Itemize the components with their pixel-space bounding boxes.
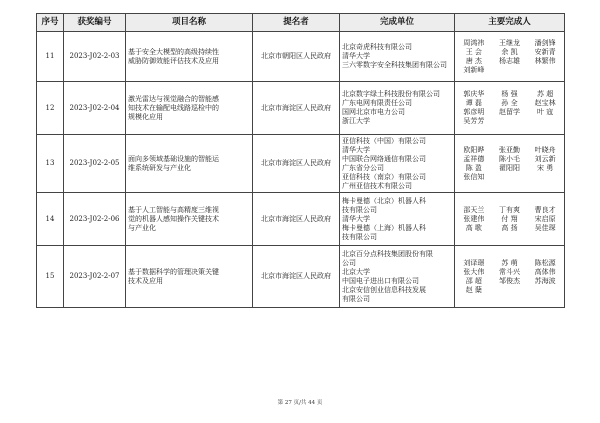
winner-name: 刘新峰	[463, 65, 485, 74]
winner-name: 潘剑锋	[534, 38, 556, 47]
completing-unit-line: 北京大学	[342, 267, 370, 276]
completing-unit-line: 北京百分点科技集团股份有限	[342, 249, 433, 258]
completing-units	[340, 193, 455, 246]
completing-unit-line: 北京数字绿土科技股份有限公司	[342, 90, 440, 98]
completing-unit-line: 亚信科技（中国）有限公司	[342, 136, 426, 145]
winner-name: 王 会	[465, 47, 482, 56]
winner-name: 邵天兰	[463, 205, 485, 214]
table-row	[37, 246, 565, 308]
winner-name: 张亚勤	[498, 145, 520, 154]
completing-unit-line: 国网北京市电力公司	[342, 108, 405, 116]
winner-list	[457, 259, 562, 295]
winner-name: 刘云新	[534, 154, 556, 163]
completing-unit-line: 北京安信创业信息科技发展	[342, 285, 426, 294]
winner-name: 赵 蘖	[465, 285, 482, 294]
row-number: 15	[37, 246, 64, 308]
completing-unit-line: 广东电网有限责任公司	[342, 99, 412, 107]
project-name	[126, 82, 253, 135]
winner-name: 安新青	[534, 47, 556, 56]
project-name-line: 技术及应用	[128, 276, 163, 285]
winner-name: 王继龙	[498, 38, 520, 47]
project-name	[126, 135, 253, 193]
row-number: 13	[37, 135, 64, 193]
table-row	[37, 135, 565, 193]
winner-name: 谭 磊	[465, 99, 482, 107]
row-number: 12	[37, 82, 64, 135]
header-row	[37, 14, 565, 32]
table-row	[37, 193, 565, 246]
winner-list	[457, 90, 562, 126]
completing-unit-line: 亚信科技（南京）有限公司	[342, 172, 426, 181]
completing-unit-line: 梅卡曼德（上海）机器人科	[342, 223, 426, 232]
header-number: 序号	[37, 14, 64, 32]
winner-name: 高体伟	[534, 267, 556, 276]
winner-name: 宋 勇	[537, 163, 554, 172]
winner-list	[457, 146, 562, 182]
winner-name: 高 扬	[501, 223, 518, 232]
winner-name: 丁有爽	[498, 205, 520, 214]
award-code: 2023-J02-2-03	[64, 32, 126, 82]
winner-name: 曹良才	[534, 205, 556, 214]
winner-name: 付 翔	[501, 214, 518, 223]
completing-unit-line: 浙江大学	[342, 117, 370, 125]
winner-name: 赵留学	[498, 108, 520, 116]
winner-list	[457, 206, 562, 233]
completing-units	[340, 246, 455, 308]
winner-name: 高 歌	[465, 223, 482, 232]
winner-name: 陈松源	[534, 258, 556, 267]
project-name-line: 与产业化	[128, 223, 156, 232]
winner-name: 唐 杰	[465, 56, 482, 65]
project-name	[126, 32, 253, 82]
award-code: 2023-J02-2-05	[64, 135, 126, 193]
completing-unit-line: 清华大学	[342, 214, 370, 223]
award-code: 2023-J02-2-04	[64, 82, 126, 135]
main-winners	[455, 246, 565, 308]
header-project-name: 项目名称	[126, 14, 253, 32]
project-name-line: 基于数据科学的管理决策关键	[128, 267, 219, 276]
completing-unit-line: 有限公司	[342, 294, 370, 303]
project-name-line: 规模化应用	[128, 112, 163, 121]
winner-name: 郭庆华	[463, 90, 485, 98]
winner-name: 叶晓舟	[534, 145, 556, 154]
main-winners	[455, 135, 565, 193]
main-winners	[455, 32, 565, 82]
project-name-line: 知技术在输配电线路巡检中的	[128, 103, 219, 112]
completing-unit-line: 三六零数字安全科技集团有限公司	[342, 61, 447, 69]
table-row	[37, 82, 565, 135]
winner-name: 邵 超	[465, 276, 482, 285]
completing-unit-line: 梅卡曼德（北京）机器人科	[342, 196, 426, 205]
completing-unit-line: 清华大学	[342, 52, 370, 60]
project-name	[126, 246, 253, 308]
completing-units	[340, 135, 455, 193]
winner-name: 张大伟	[463, 267, 485, 276]
winner-name: 孙 全	[501, 99, 518, 107]
winner-name: 常斗兴	[498, 267, 520, 276]
winner-name: 张建伟	[463, 214, 485, 223]
project-name-line: 基于人工智能与高精度三维视	[128, 205, 219, 214]
winner-name: 杨志雄	[498, 56, 520, 65]
award-code: 2023-J02-2-07	[64, 246, 126, 308]
header-completing-units: 完成单位	[340, 14, 455, 32]
completing-unit-line: 清华大学	[342, 145, 370, 154]
completing-unit-line: 公司	[342, 258, 356, 267]
nominator: 北京市海淀区人民政府	[253, 82, 340, 135]
winner-name: 杨 强	[501, 90, 518, 98]
project-name-line: 激光雷达与视觉融合的智能感	[128, 94, 219, 103]
winner-name: 苏 超	[537, 90, 554, 98]
header-nominator: 提名者	[253, 14, 340, 32]
winner-name: 陈 盈	[465, 163, 482, 172]
nominator: 北京市海淀区人民政府	[253, 135, 340, 193]
winner-name: 林繁伟	[534, 56, 556, 65]
winner-name: 刘译璟	[463, 258, 485, 267]
winner-name: 郭彦明	[463, 108, 485, 116]
row-number: 14	[37, 193, 64, 246]
completing-unit-line: 北京奇虎科技有限公司	[342, 43, 412, 51]
completing-unit-line: 技有限公司	[342, 232, 377, 241]
completing-units	[340, 82, 455, 135]
main-winners	[455, 193, 565, 246]
winner-name: 邹俊杰	[498, 276, 520, 285]
completing-unit-line: 广州亚信技术有限公司	[342, 181, 412, 190]
winner-name: 宋启原	[534, 214, 556, 223]
winner-name: 吴芳芳	[463, 117, 485, 125]
table-row	[37, 32, 565, 82]
winner-name: 张信知	[463, 172, 485, 181]
award-code: 2023-J02-2-06	[64, 193, 126, 246]
winner-name: 周鸿祎	[463, 38, 485, 47]
winner-list	[457, 39, 562, 75]
project-name-line: 基于安全大模型的高级持续性	[128, 47, 219, 56]
main-winners	[455, 82, 565, 135]
winner-name: 苏 萌	[501, 258, 518, 267]
completing-unit-line: 广东省分公司	[342, 163, 384, 172]
winner-name: 陈小毛	[498, 154, 520, 163]
winner-name: 余 凯	[501, 47, 518, 56]
nominator: 北京市朝阳区人民政府	[253, 32, 340, 82]
winner-name: 翟阳阳	[498, 163, 520, 172]
winner-name: 叶 寇	[537, 108, 554, 116]
completing-unit-line: 中国联合网络通信有限公司	[342, 154, 426, 163]
row-number: 11	[37, 32, 64, 82]
project-name-line: 维系统研发与产业化	[128, 163, 191, 172]
table-body	[37, 32, 565, 308]
completing-unit-line: 中国电子进出口有限公司	[342, 276, 419, 285]
project-name-line: 面向多领域基础设施的智能运	[128, 154, 219, 163]
winner-name: 欧阳晔	[463, 145, 485, 154]
winner-name: 吴佳琛	[534, 223, 556, 232]
page-footer: 第 27 页/共 44 页	[277, 400, 323, 406]
project-name-line: 觉的机器人感知操作关键技术	[128, 214, 219, 223]
completing-unit-line: 技有限公司	[342, 205, 377, 214]
header-award-code: 获奖编号	[64, 14, 126, 32]
winner-name: 赵宝林	[534, 99, 556, 107]
nominator: 北京市海淀区人民政府	[253, 193, 340, 246]
completing-units	[340, 32, 455, 82]
header-main-winners: 主要完成人	[455, 14, 565, 32]
winner-name: 孟祥德	[463, 154, 485, 163]
awards-table	[36, 13, 565, 308]
project-name-line: 威胁防御效能评估技术及应用	[128, 56, 219, 65]
project-name	[126, 193, 253, 246]
nominator: 北京市海淀区人民政府	[253, 246, 340, 308]
winner-name: 苏海波	[534, 276, 556, 285]
